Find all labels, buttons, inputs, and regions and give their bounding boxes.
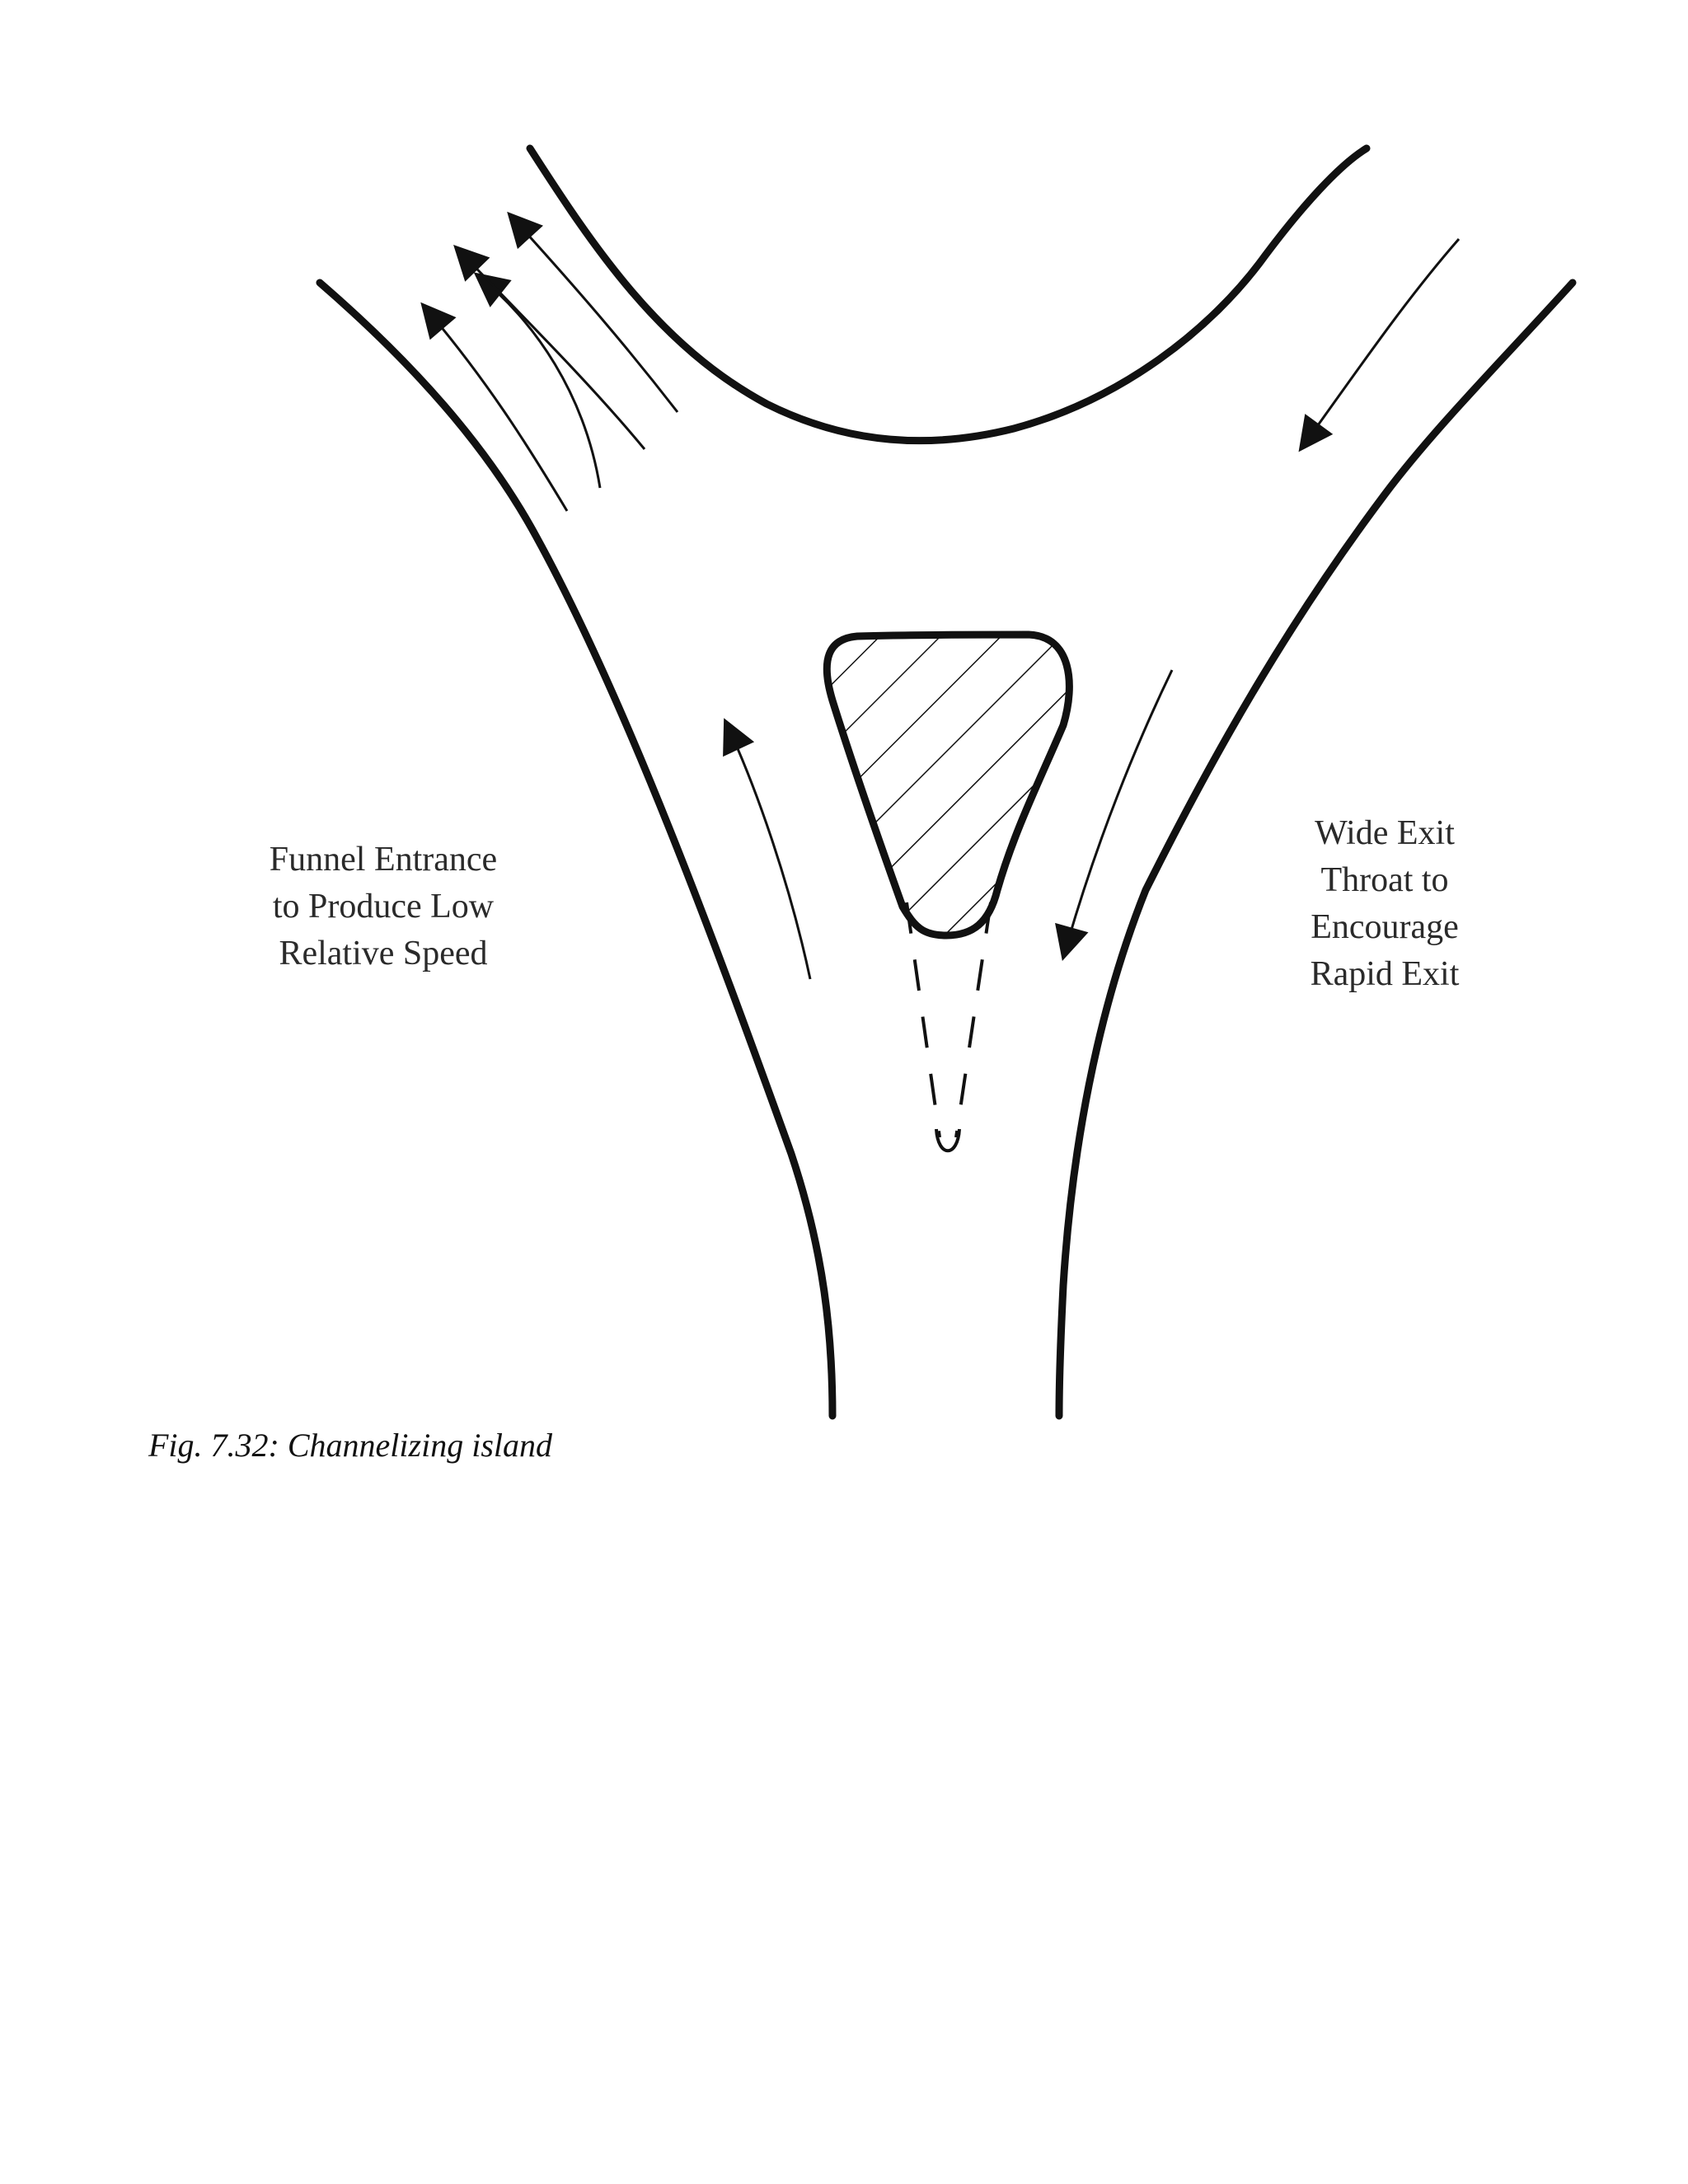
wide-exit-label (1249, 810, 1521, 998)
wide-exit-line-4: Rapid Exit (1310, 955, 1460, 993)
funnel-entrance-label (247, 837, 519, 977)
flow-line-2 (476, 274, 600, 488)
wide-exit-line-3: Encourage (1311, 908, 1459, 946)
dashed-line-right (956, 902, 991, 1137)
wide-exit-line-2: Throat to (1320, 861, 1449, 899)
entering-flow-lines (423, 214, 678, 511)
exit-arrow-right-of-island (1063, 670, 1172, 958)
wide-exit-line-1: Wide Exit (1315, 814, 1455, 852)
funnel-entrance-line-2: to Produce Low (272, 888, 495, 926)
exit-flow-arrow-upper-right (1301, 239, 1459, 449)
funnel-entrance-line-3: Relative Speed (279, 935, 488, 972)
road-edge-upper-inner (530, 148, 1367, 441)
figure-caption: Fig. 7.32: Channelizing island (148, 1427, 552, 1464)
channelizing-island (827, 635, 1069, 935)
funnel-entrance-line-1: Funnel Entrance (269, 841, 498, 879)
entry-arrow-left-of-island (725, 721, 810, 979)
